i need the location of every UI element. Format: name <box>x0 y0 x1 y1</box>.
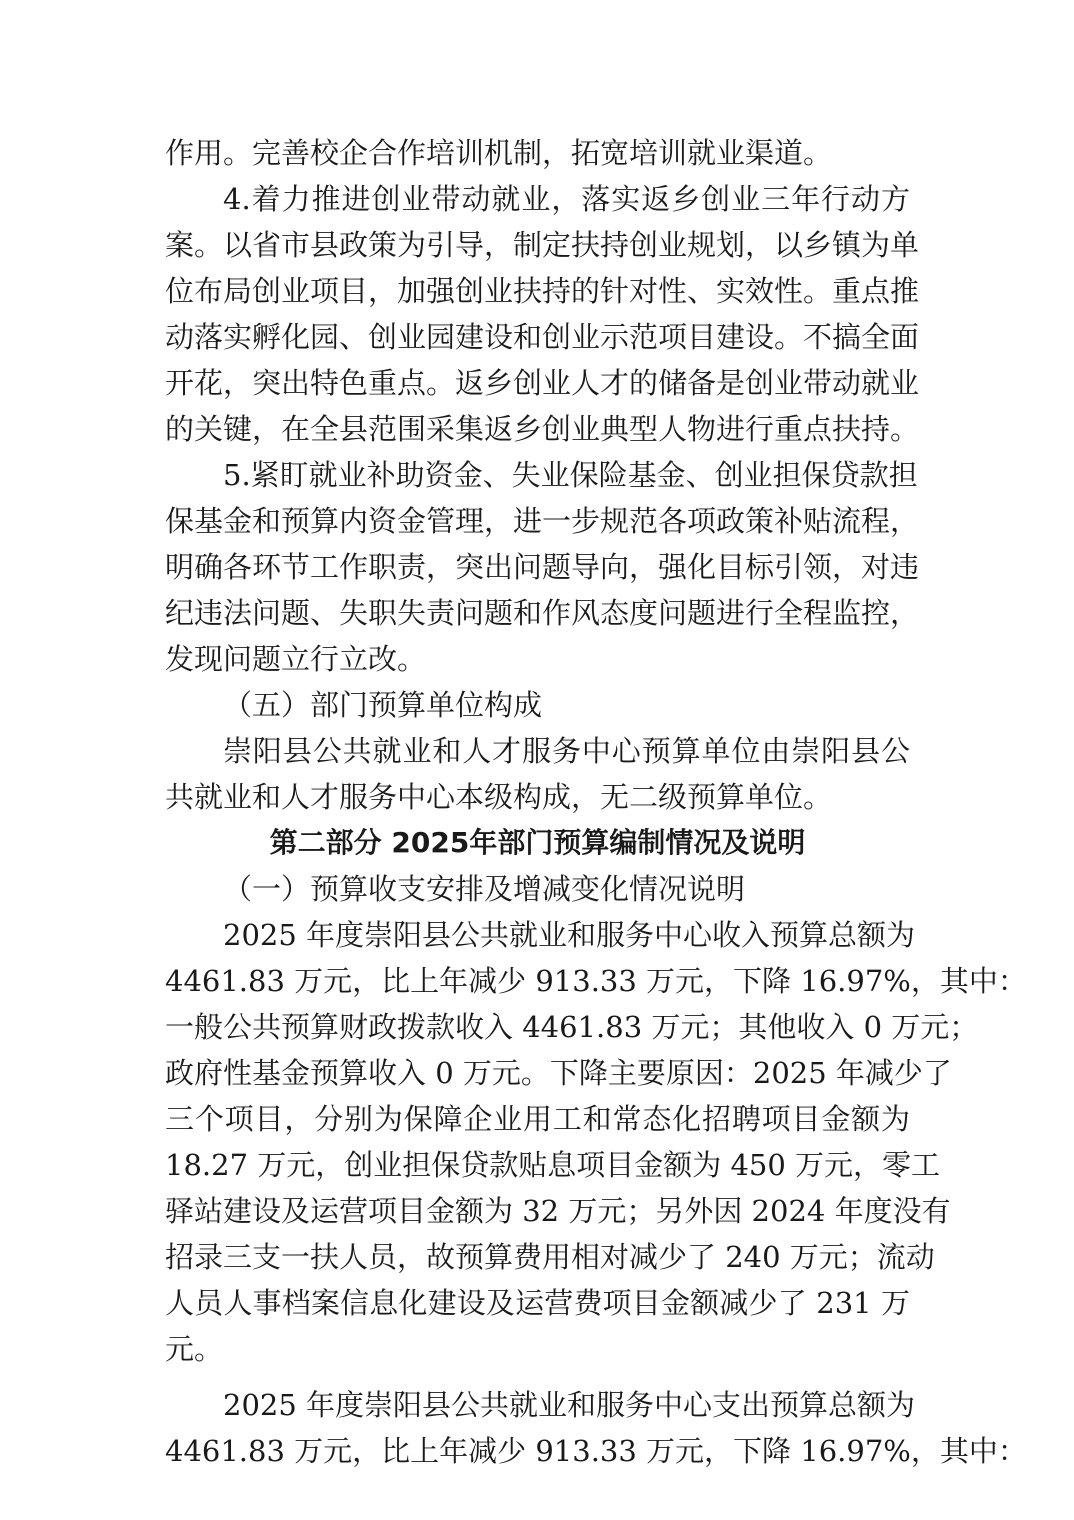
body-line: 人员人事档案信息化建设及运营费项目金额减少了 231 万 <box>165 1286 910 1320</box>
body-line: 4.着力推进创业带动就业，落实返乡创业三年行动方 <box>223 182 910 216</box>
body-line: 动落实孵化园、创业园建设和创业示范项目建设。不搞全面 <box>165 320 920 354</box>
body-line: 2025 年度崇阳县公共就业和服务中心收入预算总额为 <box>223 918 916 952</box>
body-line: 招录三支一扶人员，故预算费用相对减少了 240 万元；流动 <box>165 1240 935 1274</box>
body-line: 位布局创业项目，加强创业扶持的针对性、实效性。重点推 <box>165 274 920 308</box>
body-line: 元。 <box>165 1332 224 1366</box>
body-line: 18.27 万元，创业担保贷款贴息项目金额为 450 万元，零工 <box>165 1148 941 1182</box>
body-line: 案。以省市县政策为引导，制定扶持创业规划，以乡镇为单 <box>165 228 920 262</box>
body-line: 作用。完善校企合作培训机制，拓宽培训就业渠道。 <box>165 136 833 170</box>
body-line: 2025 年度崇阳县公共就业和服务中心支出预算总额为 <box>223 1388 916 1422</box>
body-line: 三个项目，分别为保障企业用工和常态化招聘项目金额为 <box>165 1102 910 1136</box>
body-line: 5.紧盯就业补助资金、失业保险基金、创业担保贷款担 <box>223 458 918 492</box>
body-line: 发现问题立行立改。 <box>165 642 427 676</box>
body-line: 驿站建设及运营项目金额为 32 万元；另外因 2024 年度没有 <box>165 1194 951 1228</box>
body-line: 纪违法问题、失职失责问题和作风态度问题进行全程监控， <box>165 596 920 630</box>
body-line: 4461.83 万元，比上年减少 913.33 万元，下降 16.97%，其中： <box>165 964 1027 998</box>
body-line: 4461.83 万元，比上年减少 913.33 万元，下降 16.97%，其中： <box>165 1434 1027 1468</box>
body-line: 的关键，在全县范围采集返乡创业典型人物进行重点扶持。 <box>165 412 920 446</box>
body-line: 明确各环节工作职责，突出问题导向，强化目标引领，对违 <box>165 550 920 584</box>
body-line: 崇阳县公共就业和人才服务中心预算单位由崇阳县公 <box>223 734 910 768</box>
body-line: 政府性基金预算收入 0 万元。下降主要原因：2025 年减少了 <box>165 1056 952 1090</box>
section-heading: （一）预算收支安排及增减变化情况说明 <box>223 872 746 906</box>
section-heading: （五）部门预算单位构成 <box>223 688 543 722</box>
body-line: 开花，突出特色重点。返乡创业人才的储备是创业带动就业 <box>165 366 920 400</box>
part-title: 第二部分 2025年部门预算编制情况及说明 <box>269 826 806 859</box>
body-line: 共就业和人才服务中心本级构成，无二级预算单位。 <box>165 780 833 814</box>
body-line: 保基金和预算内资金管理，进一步规范各项政策补贴流程， <box>165 504 920 538</box>
body-line: 一般公共预算财政拨款收入 4461.83 万元；其他收入 0 万元； <box>165 1010 979 1044</box>
